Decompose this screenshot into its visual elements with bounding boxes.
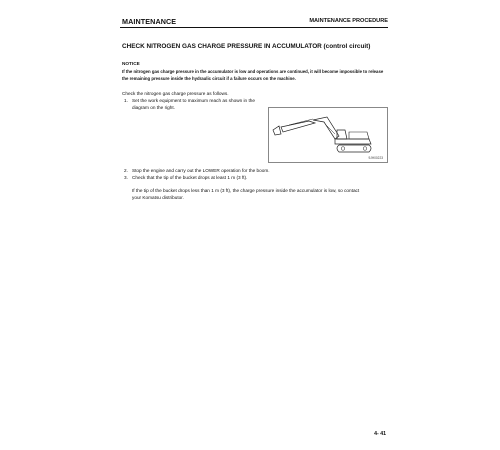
- header-rule: [120, 27, 388, 28]
- step-1: [124, 97, 274, 111]
- page-title: CHECK NITROGEN GAS CHARGE PRESSURE IN ACCUMULATOR (control circuit): [122, 43, 371, 50]
- step-text: Check that the tip of the bucket drops at least 1 m (3 ft).: [132, 175, 248, 180]
- note-line: your Komatsu distributor.: [132, 195, 184, 200]
- figure-code: 9JH00223: [368, 156, 383, 160]
- step-text: Set the work equipment to maximum reach as shown in the: [132, 98, 255, 103]
- header-section-name: MAINTENANCE: [122, 17, 177, 26]
- excavator-max-reach-icon: [269, 108, 387, 162]
- page-number: 4- 41: [374, 431, 386, 437]
- step-number: 2.: [124, 168, 128, 173]
- notice-line: If the nitrogen gas charge pressure in the accumulator is low and operations are continued, it will become impossible to release: [122, 69, 384, 74]
- notice-text: [122, 68, 390, 82]
- header-subsection-name: MAINTENANCE PROCEDURE: [309, 18, 388, 24]
- notice-heading: NOTICE: [122, 61, 140, 66]
- note-line: If the tip of the bucket drops less than 1 m (3 ft), the charge pressure inside the accumulator is low, so contact: [132, 188, 360, 193]
- notice-line: the remaining pressure inside the hydraulic circuit if a failure occurs on the machine.: [122, 76, 296, 81]
- excavator-figure: [268, 107, 388, 163]
- step-text-continued: diagram on the right.: [132, 105, 175, 110]
- step-3: [124, 175, 247, 180]
- intro-text: Check the nitrogen gas charge pressure as follows.: [122, 91, 229, 96]
- step-text: Stop the engine and carry out the LOWER operation for the boom.: [132, 168, 270, 173]
- step-number: 3.: [124, 175, 128, 180]
- step-2: [124, 168, 270, 173]
- step-number: 1.: [124, 98, 128, 103]
- result-note: [132, 187, 394, 201]
